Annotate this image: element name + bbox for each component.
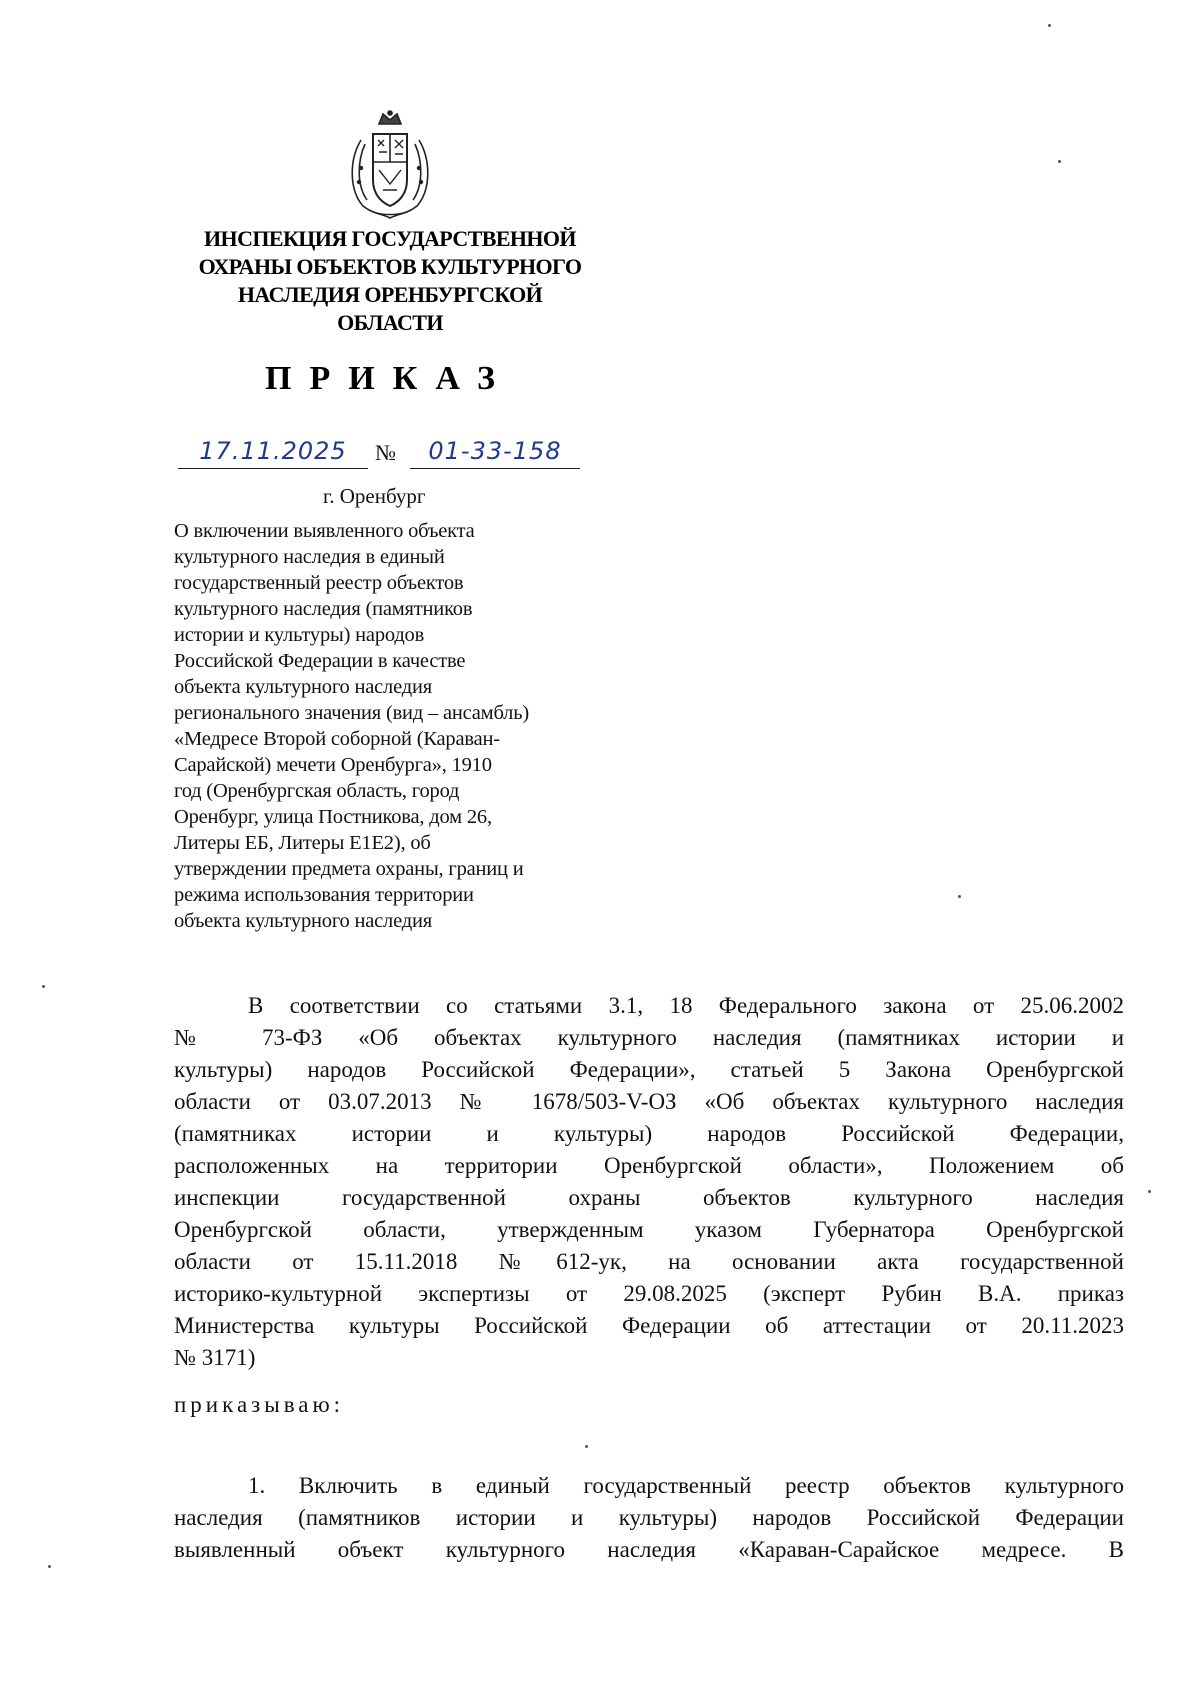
subject-line: Литеры ЕБ, Литеры Е1Е2), об [174,832,431,854]
subject-line: государственный реестр объектов [174,572,464,594]
scan-speck [1148,1190,1151,1193]
preamble-line: инспекции государственной охраны объектов культурного наследия [174,1185,1124,1210]
coat-of-arms-icon [343,110,437,222]
subject-line: О включении выявленного объекта [174,520,475,542]
subject-line: культурного наследия в единый [174,546,445,568]
scan-speck [42,985,45,988]
item-line: выявленный объект культурного наследия «Караван-Сарайское медресе. В [174,1537,1124,1562]
subject-line: Российской Федерации в качестве [174,650,466,672]
order-item-1 [174,1470,1124,1566]
scan-speck [1058,160,1061,163]
order-directive-word: приказываю: [174,1392,345,1417]
preamble-line: Министерства культуры Российской Федерации об аттестации от 20.11.2023 [174,1313,1124,1338]
scan-speck [585,1445,588,1448]
preamble-line: Оренбургской области, утвержденным указом Губернатора Оренбургской [174,1217,1124,1242]
subject-line: истории и культуры) народов [174,624,425,646]
subject-line: объекта культурного наследия [174,910,432,932]
scan-speck [1048,24,1051,27]
document-date: 17.11.2025 [178,436,368,469]
registration-line [178,436,598,472]
subject-line: режима использования территории [174,884,474,906]
subject-line: регионального значения (вид – ансамбль) [174,702,529,724]
agency-line: ОХРАНЫ ОБЪЕКТОВ КУЛЬТУРНОГО [198,254,582,279]
agency-line: ИНСПЕКЦИЯ ГОСУДАРСТВЕННОЙ [204,226,576,251]
agency-name [170,225,610,337]
scan-speck [958,895,961,898]
subject-line: «Медресе Второй соборной (Караван- [174,728,500,750]
preamble-line: культуры) народов Российской Федерации», статьей 5 Закона Оренбургской [174,1057,1124,1082]
preamble-line: В соответствии со статьями 3.1, 18 Федерального закона от 25.06.2002 [248,993,1124,1018]
preamble-line: расположенных на территории Оренбургской области», Положением об [174,1153,1124,1178]
city-of-issue: г. Оренбург [323,484,426,508]
preamble-line: области от 03.07.2013 № 1678/503-V-ОЗ «Об объектах культурного наследия [174,1089,1124,1114]
subject-line: культурного наследия (памятников [174,598,473,620]
item-line: наследия (памятников истории и культуры) народов Российской Федерации [174,1505,1124,1530]
preamble-line: области от 15.11.2018 №612-ук, на основании акта государственной [174,1249,1124,1274]
document-number: 01-33-158 [410,436,580,469]
order-subject [174,518,614,934]
coat-of-arms-drawing [343,110,437,222]
agency-line: ОБЛАСТИ [337,310,443,335]
preamble-line: (памятниках истории и культуры) народов Российской Федерации, [174,1121,1124,1146]
item-line: 1. Включить в единый государственный реестр объектов культурного [248,1473,1124,1498]
document-type-title: ПРИКАЗ [265,360,513,397]
number-sign: № [375,440,396,465]
preamble-line: № 73-ФЗ «Об объектах культурного наследия (памятниках истории и [174,1025,1124,1050]
preamble-line: № 3171) [174,1345,256,1370]
preamble-paragraph [174,990,1124,1374]
scan-speck [48,1565,51,1568]
subject-line: утверждении предмета охраны, границ и [174,858,524,880]
agency-line: НАСЛЕДИЯ ОРЕНБУРГСКОЙ [237,282,543,307]
preamble-line: историко-культурной экспертизы от 29.08.2025 (эксперт Рубин В.А. приказ [174,1281,1124,1306]
subject-line: год (Оренбургская область, город [174,780,460,802]
subject-line: Сарайской) мечети Оренбурга», 1910 [174,754,492,776]
subject-line: объекта культурного наследия [174,676,432,698]
subject-line: Оренбург, улица Постникова, дом 26, [174,806,492,828]
